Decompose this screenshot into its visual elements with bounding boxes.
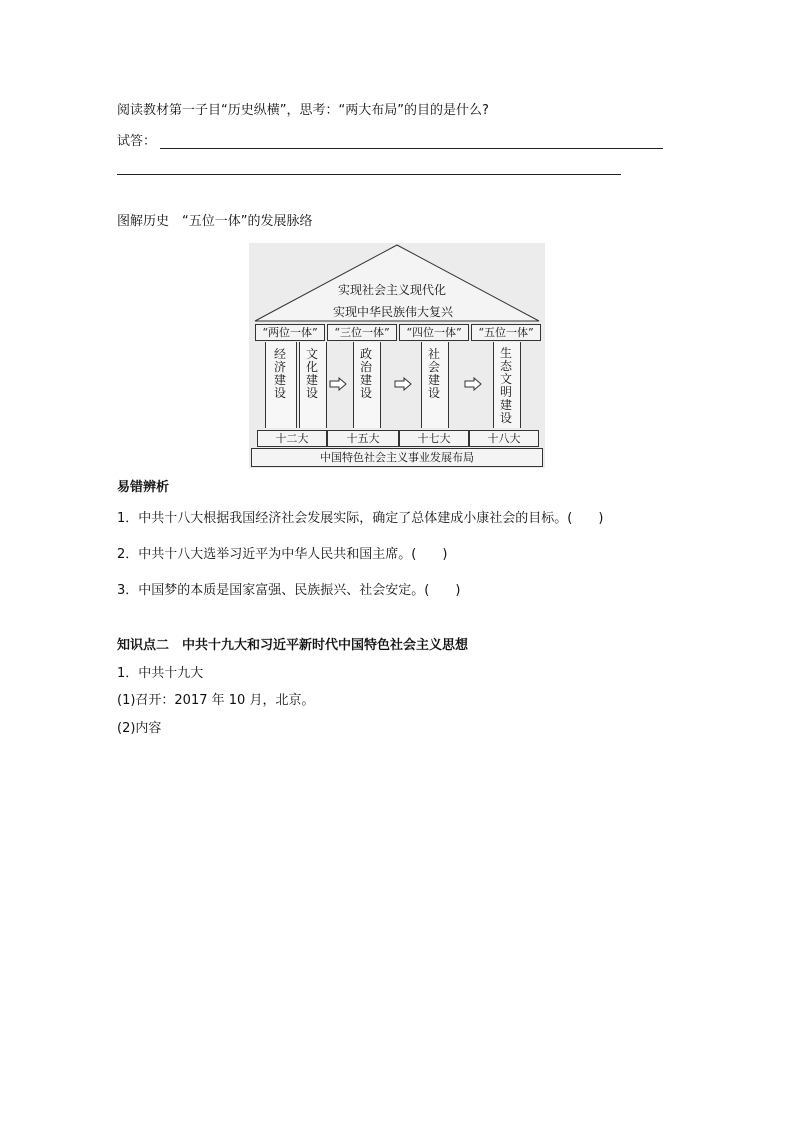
error-item-3: 3．中国梦的本质是国家富强、民族振兴、社会安定。( ) — [117, 583, 461, 598]
right-arrow-icon — [329, 377, 347, 391]
pillar-economy-label: 经济建设 — [273, 347, 286, 400]
diagram-base: 中国特色社会主义事业发展布局 — [251, 448, 543, 467]
congress-15: 十五大 — [327, 430, 399, 447]
pillar-ecology-label: 生态文明建设 — [499, 346, 512, 425]
knowledge-section-title: 知识点二 中共十九大和习近平新时代中国特色社会主义思想 — [117, 638, 469, 653]
stage-five-in-one: “五位一体” — [471, 324, 541, 341]
stage-four-in-one: “四位一体” — [399, 324, 469, 341]
question-prompt: 阅读教材第一子目“历史纵横”，思考：“两大布局”的目的是什么? — [117, 103, 489, 118]
five-in-one-diagram — [249, 243, 545, 468]
error-item-2: 2．中共十八大选举习近平为中华人民共和国主席。( ) — [117, 547, 448, 562]
answer-label: 试答： — [117, 134, 157, 149]
pillar-politics-label: 政治建设 — [359, 347, 372, 400]
congress-18: 十八大 — [469, 430, 539, 447]
pillar-culture-label: 文化建设 — [305, 347, 318, 400]
stage-three-in-one: “三位一体” — [327, 324, 397, 341]
pillar-society-label: 社会建设 — [427, 347, 440, 400]
answer-line-2 — [117, 174, 621, 175]
knowledge-item-2: (2)内容 — [117, 721, 162, 736]
roof-line-2: 实现中华民族伟大复兴 — [333, 305, 454, 319]
knowledge-sub-1: 1．中共十九大 — [117, 666, 204, 681]
answer-line-1 — [160, 148, 663, 149]
knowledge-item-1: (1)召开：2017 年 10 月，北京。 — [117, 693, 315, 708]
stage-two-in-one: “两位一体” — [255, 324, 325, 341]
error-item-1: 1．中共十八大根据我国经济社会发展实际，确定了总体建成小康社会的目标。( ) — [117, 511, 604, 526]
congress-12: 十二大 — [257, 430, 327, 447]
right-arrow-icon — [394, 377, 412, 391]
errors-section-title: 易错辨析 — [117, 480, 170, 495]
diagram-section-title: 图解历史 “五位一体”的发展脉络 — [117, 214, 313, 229]
roof-line-1: 实现社会主义现代化 — [338, 283, 447, 297]
congress-17: 十七大 — [399, 430, 469, 447]
right-arrow-icon — [464, 377, 482, 391]
